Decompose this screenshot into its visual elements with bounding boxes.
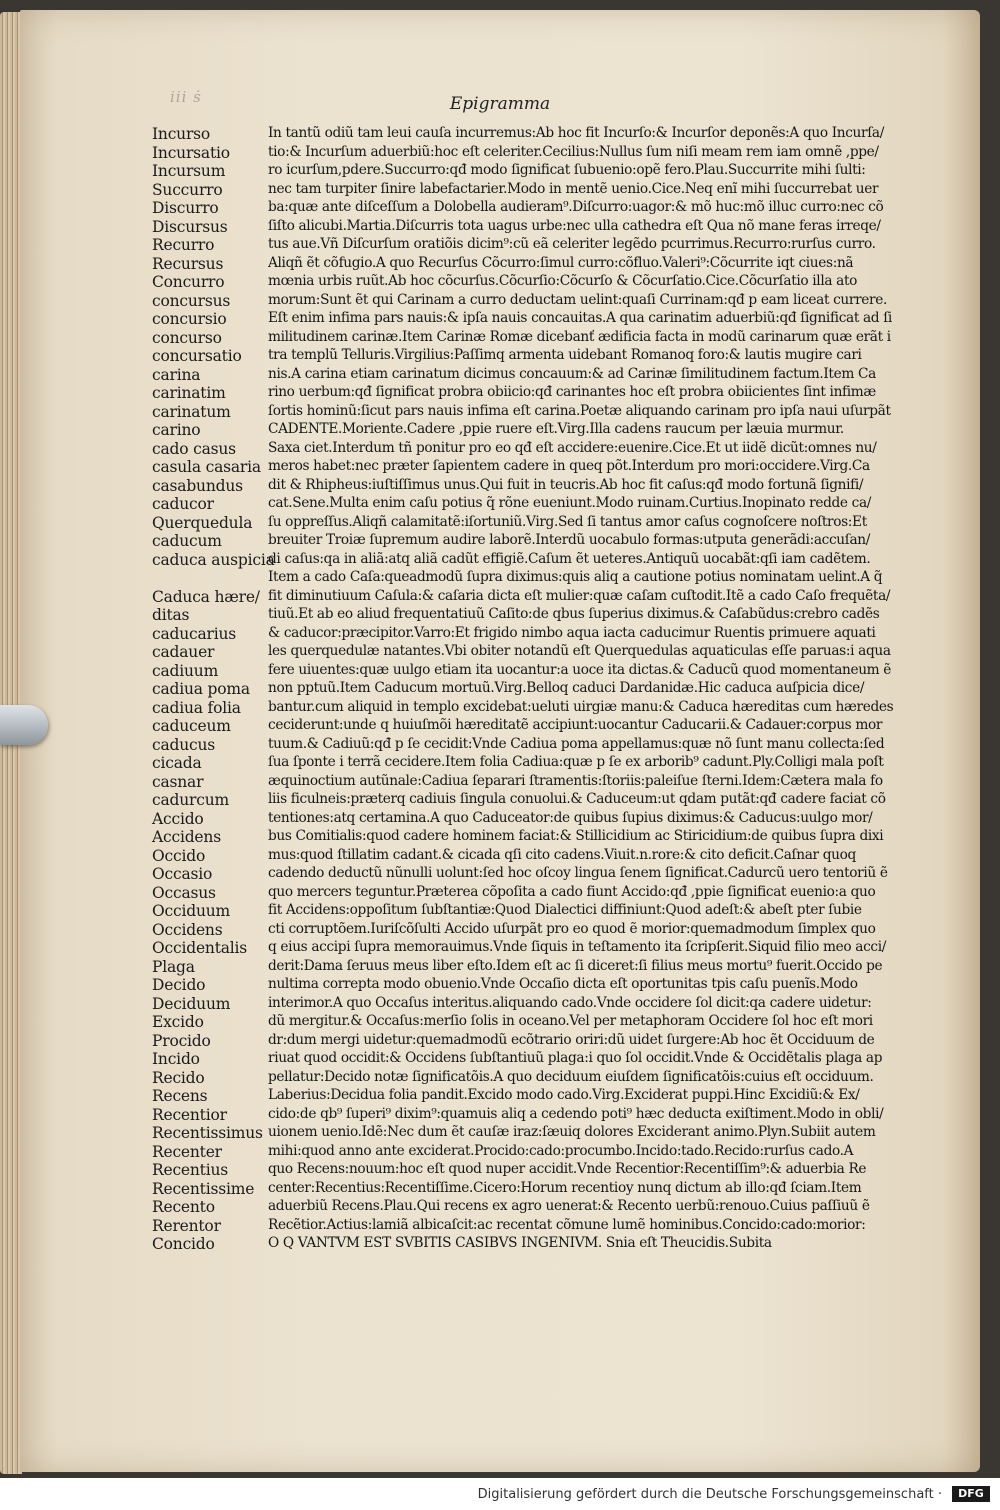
margin-keyword: Accido	[152, 809, 204, 828]
margin-keyword: Recentior	[152, 1105, 227, 1124]
text-line: breuiter Troiæ ſupremum audire laborẽ.Interdũ uocabulo formas:utputa generãdi:accuſan/	[268, 532, 870, 548]
margin-keyword: casula casaria	[152, 458, 261, 476]
text-line: Saxa ciet.Interdum tñ ponitur pro eo qđ eſt accidere:euenire.Cice.Et ut iidẽ dicũt:omnes nu/	[268, 439, 877, 456]
text-line: Recẽtior.Actius:lamiã albicaſcit:ac recentat cõmune lumẽ hominibus.Concido:cado:morior:	[268, 1216, 866, 1233]
text-line: O Q VANTVM EST SVBITIS CASIBVS INGENIVM. Snia eſt Theucidis.Subita	[268, 1235, 772, 1251]
margin-keyword: caducor	[152, 495, 214, 513]
margin-keyword: cadiua poma	[152, 680, 250, 698]
text-line: mœnia urbis ruũt.Ab hoc cõcurſus.Cõcurſio:Cõcurſo & Cõcurſatio.Cice.Cõcurſatio illa ato	[268, 273, 858, 289]
text-line: & caducor:præcipitor.Varro:Et frigido nimbo aqua iacta caducimur Ruentis primuere aquati	[268, 624, 876, 641]
margin-keyword: Incido	[152, 1050, 200, 1068]
text-line: liis ficulneis:præterq cadiuis ſingula conuolui.& Caduceum:ut qdam putãt:qđ cadere faciat cõ	[268, 791, 886, 807]
funding-credit: Digitalisierung gefördert durch die Deutsche Forschungsgemeinschaft ·	[477, 1487, 942, 1502]
text-line: fit Accidens:oppoſitum ſubſtantiæ:Quod Dialectici diffiniunt:Quod adeſt:& abeſt pter ſubie	[268, 902, 862, 918]
text-line: dit & Rhipheus:iuſtiſſimus unus.Qui fuit in teucris.Ab hoc fit caſus:qđ modo fortunã ſignifi/	[268, 476, 864, 493]
margin-keyword: carinatim	[152, 384, 226, 402]
text-line: q eius accipi ſupra memorauimus.Vnde ſiquis in teſtamento ita ſcripſerit.Siquid filio meo acci/	[268, 939, 887, 955]
text-line: center:Recentius:Recentiſſime.Cicero:Horum recentioy nunq dictum ab illo:qđ ſciam.Item	[268, 1179, 862, 1196]
footer-bar	[0, 1478, 1000, 1510]
margin-keyword: caduca auspicia	[152, 550, 275, 569]
text-line: dr:dum mergi uidetur:quemadmodũ ecõtrario oriri:dũ uidet ſurgere:Ab hoc ẽt Occiduum de	[268, 1031, 875, 1048]
text-line: ſu oppreſſus.Aliqñ calamitatẽ:iſortuniũ.Virg.Sed ſi tantus amor caſus cognoſcere noſtros:Et	[268, 513, 867, 530]
margin-keyword: Incursatio	[152, 143, 230, 162]
text-line: dũ mergitur.& Occaſus:merſio ſolis in oceano.Vel per metaphoram Occidere ſol hoc eſt mori	[268, 1013, 873, 1029]
margin-keyword: Decido	[152, 976, 206, 994]
margin-keyword: concursio	[152, 310, 227, 328]
text-line: riuat quod occidit:& Occidens ſubſtantiuũ plaga:i quo ſol occidit.Vnde & Occidẽtalis plaga ap	[268, 1050, 883, 1066]
margin-keyword: Querquedula	[152, 513, 253, 532]
text-line: CADENTE.Moriente.Cadere ,ppie ruere eſt.Virg.Illa cadens raucum per læuia murmur.	[268, 421, 844, 437]
margin-keyword: Discurro	[152, 199, 219, 217]
margin-keyword: ditas	[152, 606, 190, 624]
text-line: non pptuũ.Item Caducum mortuũ.Virg.Belloq caduci Dardanidæ.Hic caduca auſpicia dice/	[268, 680, 865, 696]
text-line: æquinoctium autũnale:Cadiua ſeparari ſtramentis:ſtoriis:paleiſue ſterni.Idem:Cætera mala fo	[268, 772, 883, 789]
text-line: Aliqñ ẽt cõfugio.A quo Recurſus Cõcurro:ſimul curro:cõfluo.Valeri⁹:Cõcurrite iqt ciues:nã	[268, 254, 854, 271]
text-line: meros habet:nec præter ſapientem cadere in queq põt.Interdum pro mori:occidere.Virg.Ca	[268, 458, 870, 474]
margin-keyword: casabundus	[152, 476, 243, 495]
margin-keyword: concursatio	[152, 347, 242, 365]
page-clip-bookmark	[0, 705, 48, 745]
margin-keyword: Occasio	[152, 865, 213, 883]
margin-keyword: cadiua folia	[152, 698, 241, 717]
text-line: aduerbiũ Recens.Plau.Qui recens ex agro uenerat:& Recento uerbũ:renouo.Cuius paſſiuũ ẽ	[268, 1198, 870, 1214]
margin-keyword: Incurso	[152, 125, 211, 143]
text-line: pellatur:Decido notæ ſignificatõis.A quo deciduum eiuſdem ſignificatõis:cuius eſt occiduum.	[268, 1068, 874, 1085]
margin-keyword: Recentissimus	[152, 1124, 263, 1142]
text-line: tuum.& Cadiuũ:qđ p ſe cecidit:Vnde Cadiua poma appellamus:quæ nõ ſunt manu collecta:ſed	[268, 735, 885, 752]
text-line: derit:Dama ſeruus meus liber eſto.Idem eſt ac ſi diceret:ſi filius meus mortu⁹ fuerit.Occido pe	[268, 957, 883, 974]
text-line: interimor.A quo Occaſus interitus.aliquando cado.Vnde occidere ſol dicit:qa cadere uidetur:	[268, 994, 872, 1011]
margin-keyword: caduceum	[152, 717, 231, 735]
margin-keyword: Occidentalis	[152, 939, 248, 957]
text-line: ſortis hominũ:ſicut pars nauis infima eſt carina.Poetæ aliquando carinam pro ipſa naui uſurpãt	[268, 402, 891, 419]
margin-keyword: carina	[152, 365, 201, 384]
margin-keyword: Recens	[152, 1087, 208, 1105]
body-text-column	[268, 124, 936, 1253]
margin-keyword: Recurro	[152, 236, 215, 254]
text-line: mus:quod ſtillatim cadant.& cicada qſi cito cadens.Viuit.n.rore:& cito deficit.Caſnar quoq	[268, 846, 856, 863]
margin-keyword: Concido	[152, 1235, 215, 1253]
margin-keyword: carino	[152, 421, 201, 439]
text-line: uionem uenio.Idẽ:Nec dum ẽt cauſæ iraz:ſæuiq dolores Exciderant animo.Plyn.Subiit autem	[268, 1124, 876, 1140]
text-line: ſiſto alicubi.Martia.Diſcurris tota uagus urbe:nec ulla cathedra eſt Qua nõ mane feras irreqe/	[268, 217, 881, 234]
margin-keyword: casnar	[152, 772, 204, 791]
text-line: tentiones:atq certamina.A quo Caduceator:de quibus ſupius diximus:& Caducus:uulgo mor/	[268, 809, 873, 826]
text-line: ba:quæ ante diſceſſum a Dolobella audieram⁹.Diſcurro:uagor:& mõ huc:mõ illuc curro:nec cõ	[268, 199, 884, 215]
text-line: bus Comitialis:quod cadere hominem faciat:& Stillicidium ac Stiricidium:de quibus ſupra dixi	[268, 828, 884, 844]
margin-keyword	[152, 569, 264, 588]
margin-keyword: caducum	[152, 532, 222, 550]
dfg-logo: DFG	[952, 1486, 990, 1502]
text-line: fit diminutiuum Caſula:& caſaria dicta eſt mulier:quæ caſam cuſtodit.Itẽ a cado Caſo frequẽta/	[268, 587, 891, 604]
text-line: In tantũ odiũ tam leui cauſa incurremus:Ab hoc fit Incurſo:& Incurſor deponẽs:A quo Incurſa/	[268, 125, 884, 141]
text-line: ro icurſum,pdere.Succurro:qđ modo ſignificat ſubuenio:opẽ fero.Plau.Succurrite mihi ſulti:	[268, 162, 866, 178]
text-line: cadendo deductũ nũnulli uolunt:ſed hoc oſcoy lingua ſenem ſignificat.Cadurcũ uero tentoriũ ẽ	[268, 865, 888, 881]
margin-keyword: Excido	[152, 1013, 204, 1031]
text-line: mihi:quod anno ante exciderat.Procido:cado:procumbo.Incido:tado.Recido:rurſus cado.A	[268, 1142, 854, 1159]
margin-keyword: carinatum	[152, 402, 231, 421]
margin-keyword: Procido	[152, 1031, 211, 1050]
margin-keyword: Recento	[152, 1198, 215, 1216]
text-line: nultima correpta modo obuenio.Vnde Occaſio dicta eſt oportunitas tpis caſu puenĩs.Modo	[268, 976, 858, 992]
text-line: ceciderunt:unde q huiuſmõi hæreditatẽ accipiunt:uocantur Caducarii.& Cadauer:corpus mor	[268, 717, 883, 733]
text-line: Laberius:Decidua folia pandit.Excido modo cado.Virg.Exciderat puppi.Hinc Excidiũ:& Ex/	[268, 1087, 860, 1103]
text-line: cti corruptõem.Iuriſcõſulti Accido uſurpãt pro eo quod ẽ morior:quemadmodum ſimplex quo	[268, 920, 876, 937]
text-line: bantur.cum aliquid in templo excidebat:ueluti uirgiæ manu:& Caduca hæreditas cum hæredes	[268, 698, 894, 715]
margin-keyword: Occiduum	[152, 902, 231, 920]
running-head: Epigramma	[449, 94, 551, 114]
margin-keyword: Occidens	[152, 920, 223, 939]
page-number: iii ṡ	[170, 88, 202, 106]
margin-keyword: concurso	[152, 328, 222, 347]
text-line: tiuũ.Et ab eo aliud frequentatiuũ Caſito:de qbus ſuperius diximus.& Caſabũdus:crebro cadẽs	[268, 606, 880, 622]
text-line: ſua ſponte i terrã cecidere.Item folia Cadiua:quæ p ſe ex arborib⁹ cadunt.Ply.Colligi mala poſt	[268, 754, 884, 770]
text-line: di caſus:qa in aliã:atq aliã cadũt effigiẽ.Caſum ẽt ueteres.Antiquũ uocabãt:qſi iam cadẽtem.	[268, 550, 871, 567]
margin-keyword: caducarius	[152, 624, 237, 643]
margin-keyword: cicada	[152, 754, 202, 772]
margin-keyword: Accidens	[152, 828, 221, 846]
margin-keyword: caducus	[152, 735, 216, 754]
margin-keyword: Recentissime	[152, 1179, 255, 1198]
text-line: Eſt enim infima pars nauis:& ipſa nauis concauitas.A qua carinatim aduerbiũ:qđ ſignificat ad ſi	[268, 310, 892, 326]
margin-keyword: Plaga	[152, 957, 195, 976]
text-line: nis.A carina etiam carinatum dicimus concauum:& ad Carinæ ſimilitudinem factum.Item Ca	[268, 365, 876, 382]
text-line: quo mercers teguntur.Præterea cõpoſita a cado fiunt Accido:qđ ,ppie ſignificat euenio:a quo	[268, 883, 876, 900]
margin-keyword: Concurro	[152, 273, 225, 291]
margin-keyword: Occido	[152, 846, 206, 865]
margin-keyword: cadauer	[152, 643, 215, 661]
margin-keyword: Recursus	[152, 254, 224, 273]
text-line: nec tam turpiter ſinire labefactarier.Modo in mentẽ uenio.Cice.Neq enĩ mihi ſuccurrebat uer	[268, 180, 879, 197]
margin-keyword: Recido	[152, 1068, 205, 1087]
margin-keyword: Discursus	[152, 217, 228, 236]
margin-keyword: Incursum	[152, 162, 226, 180]
margin-keyword: cado casus	[152, 439, 236, 458]
text-line: militudinem carinæ.Item Carinæ Romæ dicebanť ædificia facta in modũ carinarum quæ erãt i	[268, 328, 891, 345]
margin-keyword: Occasus	[152, 883, 216, 902]
text-line: rino uerbum:qđ ſignificat probra obiicio:qđ carinantes hoc eſt probra obiicientes ſint infimæ	[268, 384, 876, 400]
margin-keyword: concursus	[152, 291, 231, 310]
margin-keyword: Recentius	[152, 1161, 229, 1179]
margin-keyword: cadiuum	[152, 661, 219, 680]
margin-keywords-column	[152, 125, 275, 1254]
text-line: les querquedulæ natantes.Vbi obiter notandũ eſt Querquedulas aquaticulas eſſe paruas:i aqua	[268, 643, 891, 659]
margin-keyword: Recenter	[152, 1142, 222, 1161]
text-line: cat.Sene.Multa enim caſu potius q̃ rõne eueniunt.Modo ruinam.Curtius.Inopinato redde ca/	[268, 495, 872, 511]
text-line: tra templũ Telluris.Virgilius:Paſſimq armenta uidebant Romanoq foro:& lautis mugire cari	[268, 347, 862, 363]
text-line: quo Recens:nouum:hoc eſt quod nuper accidit.Vnde Recentior:Recentiſſim⁹:& aduerbia Re	[268, 1161, 867, 1177]
margin-keyword: Deciduum	[152, 994, 231, 1013]
margin-keyword: cadurcum	[152, 791, 229, 809]
margin-keyword: Succurro	[152, 180, 223, 199]
text-line: Item a cado Caſa:queadmodũ ſupra diximus:quis aliq a cautione potius nominatam uelint.A q̃	[268, 569, 883, 585]
text-line: tio:& Incurſum aduerbiũ:hoc eſt celeriter.Cecilius:Nullus ſum niſi meam rem iam omnẽ ,ppe/	[268, 143, 879, 160]
text-line: tus aue.Vñ Diſcurſum oratiõis dicim⁹:cũ eã celeriter legẽdo pcurrimus.Recurro:rurſus curro.	[268, 236, 876, 252]
text-line: fere uiuentes:quæ uulgo etiam ita uocantur:a uoce ita dictas.& Caducũ quod momentaneum ẽ	[268, 661, 892, 678]
text-line: cido:de qb⁹ ſuperi⁹ dixim⁹:quamuis aliq a cedendo poti⁹ hæc deducta exiſtiment.Modo in obli/	[268, 1105, 884, 1122]
text-line: morum:Sunt ẽt qui Carinam a curro deductam uelint:quaſi Currinam:qđ p eam liceat currere.	[268, 291, 887, 308]
margin-keyword: Caduca hære/	[152, 587, 260, 606]
margin-keyword: Rerentor	[152, 1216, 221, 1235]
